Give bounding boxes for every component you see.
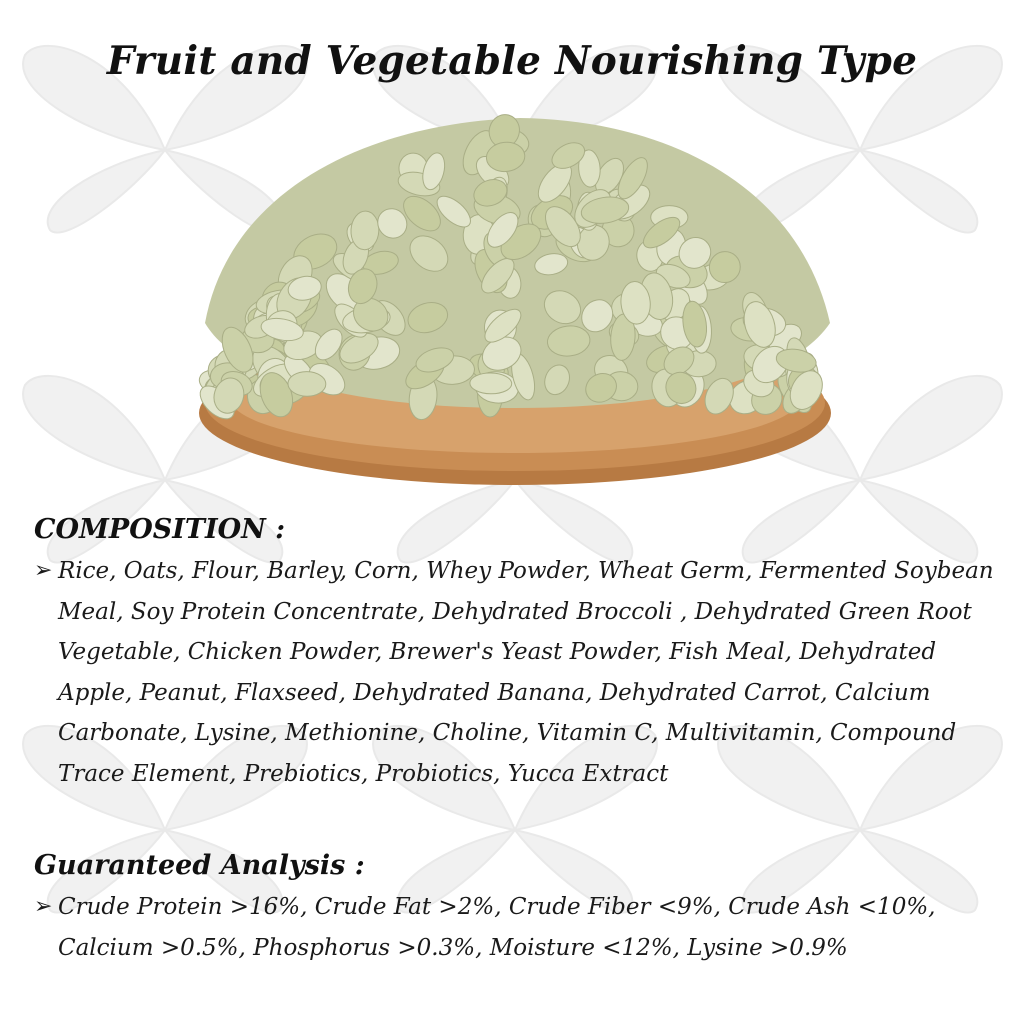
composition-text: Rice, Oats, Flour, Barley, Corn, Whey Powder, Wheat Germ, Fermented Soybean Meal, Soy Protein Concentrate, Dehydrated Broccoli , Dehydrated Green Root Vegetable, Chicken Powder, Brewer's Yeast Powder, Fish Meal, Dehydrated Apple, Peanut, Flaxseed, Dehydrated Banana, Dehydrated Carrot, Calcium Carbonate, Lysine, Methionine, Choline, Vitamin C, Multivitamin, Compound Trace Element, Prebiotics, Probiotics, Yucca Extract: [58, 558, 994, 787]
analysis-text: Crude Protein >16%, Crude Fat >2%, Crude Fiber <9%, Crude Ash <10%, Calcium >0.5%, Phosphorus >0.3%, Moisture <12%, Lysine >0.9%: [58, 894, 936, 961]
composition-heading: COMPOSITION :: [34, 514, 286, 545]
composition-section: [34, 514, 994, 794]
kibble-piece: [470, 373, 512, 395]
kibble-piece: [288, 371, 326, 396]
arrow-bullet-icon: ➢: [34, 894, 53, 919]
kibble-on-wooden-plate-icon: [190, 108, 840, 503]
analysis-section: [34, 850, 994, 968]
analysis-heading: Guaranteed Analysis :: [34, 850, 365, 881]
composition-list: [34, 551, 994, 794]
analysis-list: [34, 887, 994, 968]
arrow-bullet-icon: ➢: [34, 558, 53, 583]
page-title: Fruit and Vegetable Nourishing Type: [106, 38, 918, 84]
